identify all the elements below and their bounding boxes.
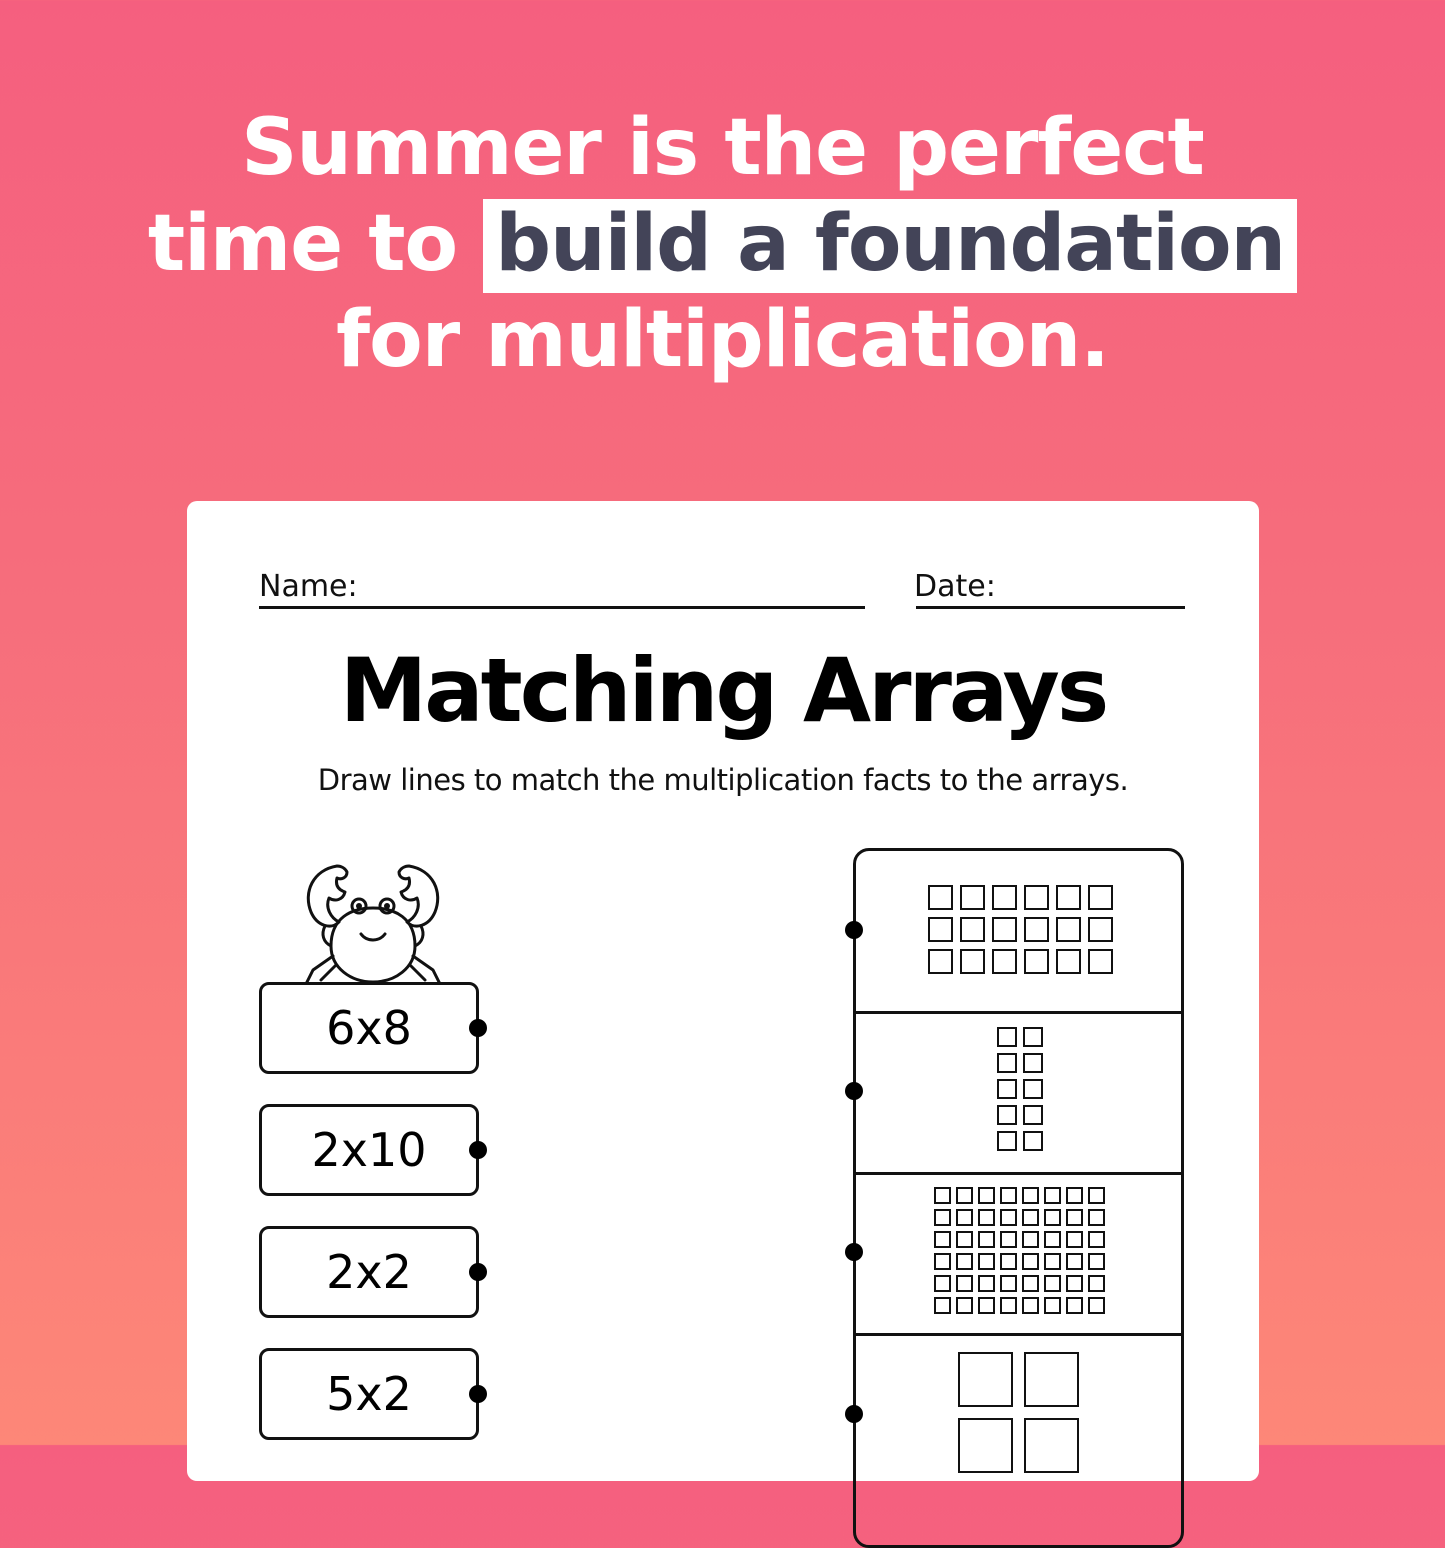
array-square <box>956 1209 973 1226</box>
array-square <box>1088 885 1113 910</box>
array-square <box>1022 1253 1039 1270</box>
headline-line-2-prefix: time to <box>147 199 484 289</box>
array-square <box>1044 1253 1061 1270</box>
array-square <box>1024 1352 1079 1407</box>
array-square <box>1000 1187 1017 1204</box>
array-square <box>960 949 985 974</box>
array-connector-dot[interactable] <box>845 1243 863 1261</box>
date-label: Date: <box>914 569 996 604</box>
array-square <box>997 1131 1017 1151</box>
name-label: Name: <box>259 569 358 604</box>
headline <box>0 100 1445 388</box>
headline-highlight: build a foundation <box>483 199 1297 293</box>
fact-label: 2x2 <box>326 1245 412 1299</box>
array-square <box>1023 1053 1043 1073</box>
array-square <box>1088 1187 1105 1204</box>
array-square <box>934 1275 951 1292</box>
array-square <box>1066 1231 1083 1248</box>
array-square <box>1066 1275 1083 1292</box>
array-square <box>1022 1209 1039 1226</box>
headline-line-2 <box>0 196 1445 292</box>
headline-line-1: Summer is the perfect <box>241 103 1204 193</box>
headline-line-3: for multiplication. <box>336 295 1109 385</box>
array-square <box>956 1253 973 1270</box>
array-grid-2x2 <box>958 1352 1079 1473</box>
worksheet-title: Matching Arrays <box>339 639 1107 742</box>
array-square <box>956 1187 973 1204</box>
name-line[interactable] <box>259 606 865 609</box>
array-square <box>960 917 985 942</box>
array-grid-6x3 <box>928 885 1113 974</box>
array-connector-dot[interactable] <box>845 1405 863 1423</box>
array-square <box>1022 1297 1039 1314</box>
array-square <box>1056 885 1081 910</box>
fact-connector-dot[interactable] <box>469 1019 487 1037</box>
array-square <box>1023 1027 1043 1047</box>
fact-label: 6x8 <box>326 1001 412 1055</box>
array-square <box>1022 1275 1039 1292</box>
array-square <box>1056 917 1081 942</box>
array-square <box>992 949 1017 974</box>
array-square <box>934 1297 951 1314</box>
array-square <box>1024 917 1049 942</box>
array-square <box>1088 1231 1105 1248</box>
array-connector-dot[interactable] <box>845 1082 863 1100</box>
array-square <box>1023 1131 1043 1151</box>
array-square <box>1088 917 1113 942</box>
array-square <box>928 949 953 974</box>
array-connector-dot[interactable] <box>845 921 863 939</box>
array-square <box>1000 1275 1017 1292</box>
array-square <box>934 1187 951 1204</box>
crab-icon <box>295 856 451 986</box>
array-grid-8x6 <box>934 1187 1105 1314</box>
array-square <box>1044 1187 1061 1204</box>
array-square <box>928 917 953 942</box>
array-square <box>997 1079 1017 1099</box>
array-square <box>1024 1418 1079 1473</box>
array-square <box>978 1275 995 1292</box>
worksheet-instructions: Draw lines to match the multiplication facts to the arrays. <box>317 763 1129 797</box>
array-square <box>1000 1231 1017 1248</box>
array-square <box>1066 1253 1083 1270</box>
array-square <box>958 1352 1013 1407</box>
array-square <box>1044 1209 1061 1226</box>
array-square <box>934 1209 951 1226</box>
array-cell-4[interactable] <box>856 1333 1181 1545</box>
array-square <box>997 1105 1017 1125</box>
array-square <box>1023 1105 1043 1125</box>
array-square <box>934 1253 951 1270</box>
array-square <box>1088 1297 1105 1314</box>
array-square <box>978 1297 995 1314</box>
array-square <box>1022 1231 1039 1248</box>
array-grid-2x5 <box>997 1027 1043 1151</box>
array-square <box>956 1297 973 1314</box>
array-square <box>1044 1297 1061 1314</box>
array-cell-3[interactable] <box>856 1172 1181 1336</box>
array-square <box>992 885 1017 910</box>
worksheet-card <box>187 501 1259 1481</box>
array-panel <box>853 848 1184 1548</box>
array-square <box>978 1209 995 1226</box>
array-square <box>1044 1231 1061 1248</box>
fact-box-1[interactable] <box>259 982 479 1074</box>
array-square <box>997 1027 1017 1047</box>
array-square <box>997 1053 1017 1073</box>
array-square <box>1088 949 1113 974</box>
array-square <box>1044 1275 1061 1292</box>
array-square <box>958 1418 1013 1473</box>
fact-box-3[interactable] <box>259 1226 479 1318</box>
array-square <box>1066 1209 1083 1226</box>
array-square <box>1066 1187 1083 1204</box>
array-square <box>956 1275 973 1292</box>
array-square <box>978 1231 995 1248</box>
array-square <box>960 885 985 910</box>
array-square <box>956 1231 973 1248</box>
array-square <box>1088 1253 1105 1270</box>
array-square <box>1024 949 1049 974</box>
array-square <box>1024 885 1049 910</box>
fact-connector-dot[interactable] <box>469 1141 487 1159</box>
fact-connector-dot[interactable] <box>469 1385 487 1403</box>
fact-connector-dot[interactable] <box>469 1263 487 1281</box>
array-square <box>928 885 953 910</box>
array-cell-2[interactable] <box>856 1011 1181 1175</box>
array-square <box>1066 1297 1083 1314</box>
array-square <box>1088 1275 1105 1292</box>
fact-box-2[interactable] <box>259 1104 479 1196</box>
array-square <box>1056 949 1081 974</box>
date-line[interactable] <box>916 606 1185 609</box>
array-cell-1[interactable] <box>856 851 1181 1014</box>
array-square <box>1000 1297 1017 1314</box>
array-square <box>934 1231 951 1248</box>
fact-box-4[interactable] <box>259 1348 479 1440</box>
array-square <box>1088 1209 1105 1226</box>
array-square <box>1000 1209 1017 1226</box>
array-square <box>978 1253 995 1270</box>
array-square <box>1022 1187 1039 1204</box>
array-square <box>992 917 1017 942</box>
array-square <box>978 1187 995 1204</box>
array-square <box>1000 1253 1017 1270</box>
array-square <box>1023 1079 1043 1099</box>
fact-label: 2x10 <box>311 1123 427 1177</box>
fact-label: 5x2 <box>326 1367 412 1421</box>
